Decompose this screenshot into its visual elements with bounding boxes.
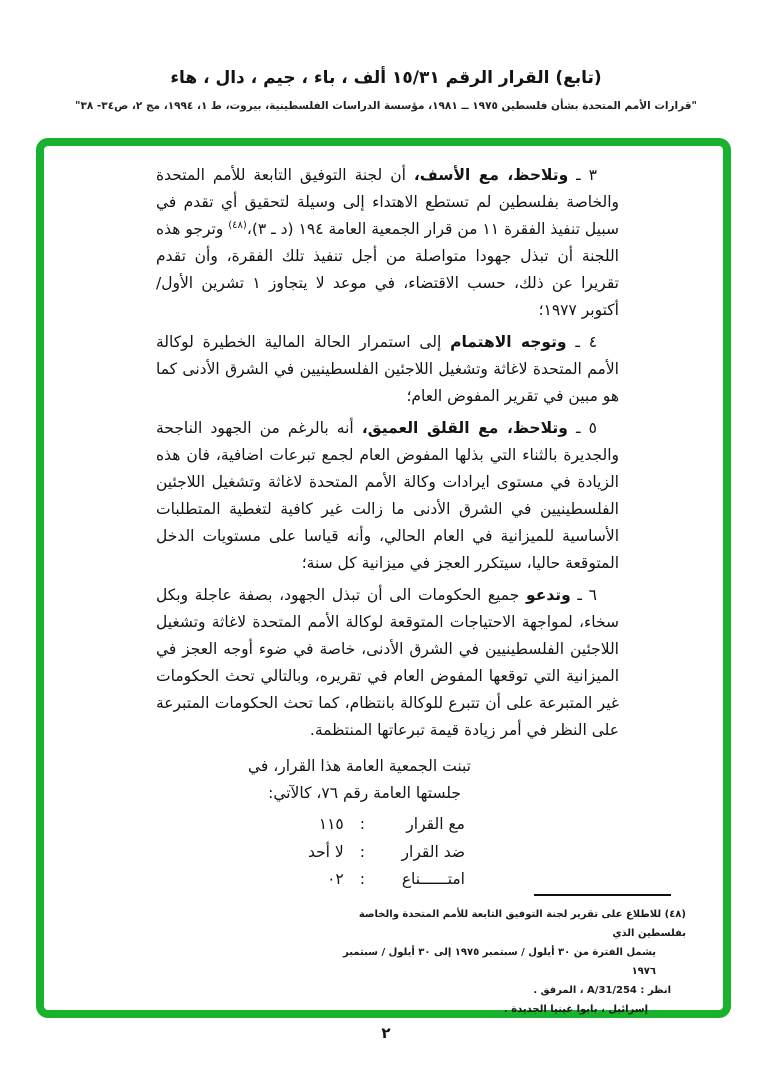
citation-line: "قرارات الأمم المتحدة بشأن فلسطين ١٩٧٥ ــ ١٩٨١، مؤسسة الدراسات الفلسطينية، بيروت، ط ١، ١٩٩٤، مج ٢، ص٣٤- ٣٨" <box>74 100 698 112</box>
text-segment: أن لجنة التوفيق التابعة للأمم المتحدة والخاصة بفلسطين لم تستطع الاهتداء إلى وسيلة لتحقيق أي تقدم في سبيل تنفيذ الفقرة ١١ من قرار الجمعية العامة ١٩٤ (د ـ ٣)، <box>156 166 619 238</box>
vote-label: مع القرار <box>406 815 465 833</box>
vote-row <box>44 839 465 867</box>
footnote-marker: (٤٨) <box>228 219 247 231</box>
text-segment: ٥ ـ <box>567 419 597 437</box>
text-segment: وترجو هذه اللجنة أن تبذل جهودا متواصلة من أجل تنفيذ تلك الفقرة، وأن تقدم تقريرا عن ذلك، حسب الاقتضاء، في موعد لا يتجاوز ١ تشرين الأول/أكتوبر ١٩٧٧؛ <box>156 220 619 319</box>
vote-colon: : <box>359 870 365 888</box>
text-segment: جميع الحكومات الى أن تبذل الجهود، بصفة عاجلة وبكل سخاء، لمواجهة الاحتياجات المتوقعة لوكالة الأمم المتحدة لاغاثة وتشغيل اللاجئين الفلسطينيين في الشرق الأدنى، خاصة في ضوء أوجه العجز في الميزانية التي توقعها المفوض العام في تقريره، وبالتالي تحث الحكومات غير المتبرعة على أن تتبرع للوكالة بانتظام، كما تحث الحكومات المتبرعة على النظر في أمر زيادة قيمة تبرعاتها المنتظمة. <box>156 586 619 739</box>
footnote <box>341 905 686 1019</box>
footnote-line: (٤٨) للاطلاع على تقرير لجنة التوفيق التابعة للأمم المتحدة والخاصة بفلسطين الذي <box>358 908 686 939</box>
adoption-line: تبنت الجمعية العامة هذا القرار، في <box>248 757 471 775</box>
text-segment: أنه بالرغم من الجهود الناجحة والجديرة بالثناء التي بذلها المفوض العام لجمع تبرعات اضافية، فان هذه الزيادة في مستوى ايرادات وكالة الأمم المتحدة لاغاثة وتشغيل اللاجئين الفلسطينيين في الشرق الأدنى ما زالت غير كافية لتغطية المتطلبات الأساسية للميزانية في العام الحالي، وأنه قياسا على مستويات الدخل المتوقعة حاليا، سيتكرر العجز في ميزانية كل سنة؛ <box>156 419 619 572</box>
footnote-line: انظر : A/31/254 ، المرفق . <box>533 984 671 996</box>
text-segment: إلى استمرار الحالة المالية الخطيرة لوكالة الأمم المتحدة لاغاثة وتشغيل اللاجئين الفلسطينيين في الشرق الأدنى كما هو مبين في تقرير المفوض العام؛ <box>156 333 619 405</box>
vote-colon: : <box>359 815 365 833</box>
resolution-body <box>156 162 619 744</box>
page-number: ٢ <box>381 1024 391 1042</box>
footnote-area <box>44 894 723 1019</box>
vote-row <box>44 866 465 894</box>
vote-value: ٠٢ <box>327 870 344 888</box>
text-segment: ٤ ـ <box>566 333 598 351</box>
text-segment: ٣ ـ <box>568 166 597 184</box>
text-segment: وتلاحظ، مع القلق العميق، <box>361 419 568 437</box>
vote-tally <box>44 811 465 894</box>
text-segment: وتلاحظ، مع الأسف، <box>413 166 569 184</box>
text-segment: وتوجه الاهتمام <box>450 333 567 351</box>
vote-label: ضد القرار <box>401 842 465 861</box>
page-title: (تابع) القرار الرقم ١٥/٣١ ألف ، باء ، جيم ، دال ، هاء <box>170 68 602 88</box>
paragraph <box>156 329 619 410</box>
text-segment: وتدعو <box>526 586 571 604</box>
paragraph <box>156 162 619 324</box>
adoption-statement <box>44 753 471 807</box>
footnote-separator <box>534 894 671 896</box>
paragraph <box>156 582 619 744</box>
vote-row <box>44 811 465 839</box>
green-highlight-frame <box>36 138 731 1018</box>
vote-colon: : <box>359 842 365 861</box>
adoption-line: جلستها العامة رقم ٧٦، كالآتي: <box>268 784 461 802</box>
paragraph <box>156 415 619 577</box>
text-segment: ٦ ـ <box>570 586 597 604</box>
footnote-line: يشمل الفترة من ٣٠ أيلول / سبتمبر ١٩٧٥ إلى ٣٠ أيلول / سبتمبر ١٩٧٦ <box>342 946 656 977</box>
vote-label: امتــــــناع <box>401 870 465 888</box>
vote-value: ١١٥ <box>318 815 344 833</box>
vote-value: لا أحد <box>307 842 344 861</box>
footnote-line: إسرائيل ، بابوا غينيا الجديدة . <box>503 1003 648 1015</box>
